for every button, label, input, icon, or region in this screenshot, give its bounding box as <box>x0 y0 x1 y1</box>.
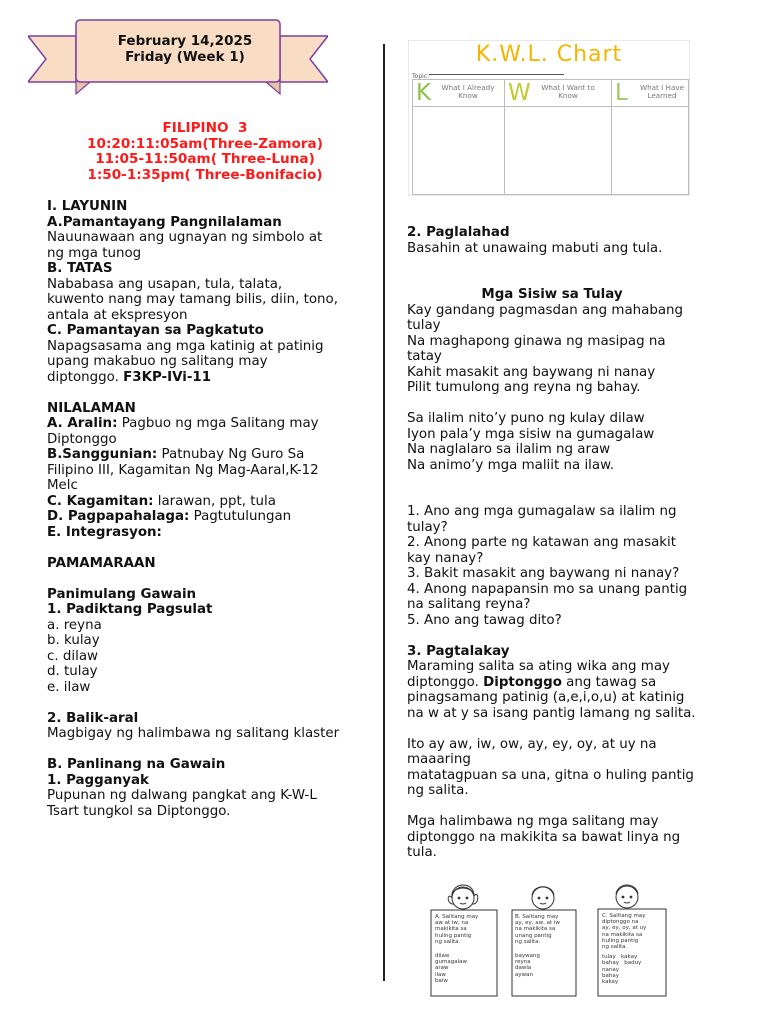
schedule-block <box>40 121 370 183</box>
sanggunian-line-2: Filipino III, Kagamitan Ng Mag-Aaral,K-12 <box>47 462 319 478</box>
question-line: 1. Ano ang mga gumagalaw sa ilalim ng <box>407 504 677 519</box>
list-item: b. kulay <box>47 633 100 648</box>
schedule-time-2: 11:05-11:50am( Three-Luna) <box>95 151 315 167</box>
kwl-column-w <box>505 80 612 194</box>
ito-line-4: ng salita. <box>407 783 469 798</box>
panlinang-heading: B. Panlinang na Gawain <box>47 757 226 772</box>
pagtalakay-line-2 <box>407 675 727 691</box>
aralin-line <box>47 416 377 432</box>
question-line: 3. Bakit masakit ang baywang ni nanay? <box>407 566 680 581</box>
kagamitan-label: C. Kagamitan: <box>47 493 154 509</box>
sanggunian-line-3: Melc <box>47 478 78 493</box>
tatas-line-2: kuwento nang may tamang bilis, diin, tono, <box>47 292 338 307</box>
pagtalakay-line-1: Maraming salita sa ating wika ang may <box>407 659 670 674</box>
poem-line: Na animo’y mga maliit na ilaw. <box>407 457 615 473</box>
pagganyak-heading: 1. Pagganyak <box>47 772 149 788</box>
pagkatuto-last: diptonggo. <box>47 369 119 385</box>
kwl-column-l <box>612 80 688 194</box>
schedule-time-1: 10:20:11:05am(Three-Zamora) <box>87 135 323 152</box>
poem-line: tatay <box>407 349 442 364</box>
nilalaman-heading: NILALAMAN <box>47 400 136 416</box>
kwl-sub-w: What I Want to Know <box>541 83 595 100</box>
question-line: 2. Anong parte ng katawan ang masakit <box>407 535 677 550</box>
ito-line-3: matatagpuan sa una, gitna o huling pantig <box>407 767 694 783</box>
kwl-sub-l: What I Have Learned <box>639 83 685 100</box>
pagtalakay-line-3: pinagsamang patinig (a,e,i,o,u) at katinig <box>407 690 685 705</box>
pagtalakay-line-4: na w at y sa isang pantig lamang ng salita. <box>407 705 696 721</box>
list-item: e. ilaw <box>47 679 91 695</box>
question-line: na salitang reyna? <box>407 597 531 612</box>
pamamaraan-heading: PAMAMARAAN <box>47 555 156 571</box>
tatas-heading: B. TATAS <box>47 261 113 276</box>
list-item: a. reyna <box>47 617 102 633</box>
poem-line: Kay gandang pagmasdan ang mahabang <box>407 302 684 318</box>
kids-holding-cards-illustration <box>420 876 680 1000</box>
card-c: C. Salitang may diptonggo na ay, ey, oy, at uy na makikita sa huling pantig ng salita. tulay kakay bahay baduy nanay bahay kakay <box>602 913 647 986</box>
pamantayang-line-2: ng mga tunog <box>47 245 142 261</box>
column-divider <box>383 44 385 981</box>
halimbawa-line-1: Mga halimbawa ng mga salitang may <box>407 814 659 829</box>
pamantayang-heading: A.Pamantayang Pangnilalaman <box>47 214 282 230</box>
kwl-letter-l: L <box>615 80 628 106</box>
banner-text <box>78 33 292 65</box>
kwl-letter-k: K <box>416 80 432 106</box>
kwl-sub-k: What I Already Know <box>441 83 495 100</box>
card-a: A. Salitang may aw at iw, na makikita sa huling pantig ng salita. dilaw gumagalaw araw ilaw baíw <box>435 914 479 984</box>
poem-line: Na naglalaro sa ilalim ng araw <box>407 442 611 457</box>
banner-day-week: Friday (Week 1) <box>125 49 245 65</box>
kwl-grid <box>412 79 689 195</box>
kagamitan-text: larawan, ppt, tula <box>153 493 276 509</box>
tatas-line-1: Nababasa ang usapan, tula, talata, <box>47 276 283 292</box>
sanggunian-line <box>47 447 377 463</box>
pagpapahalaga-text: Pagtutulungan <box>189 509 292 524</box>
kwl-chart-image <box>408 40 690 196</box>
list-item: c. dilaw <box>47 648 98 664</box>
poem-line: Kahit masakit ang baywang ni nanay <box>407 364 656 380</box>
ito-line-1: Ito ay aw, iw, ow, ay, ey, oy, at uy na <box>407 736 657 752</box>
kwl-topic-line <box>429 74 564 75</box>
left-column <box>47 199 377 819</box>
right-column <box>407 225 727 861</box>
question-line: kay nanay? <box>407 550 484 566</box>
tatas-line-3: antala at ekspresyon <box>47 307 188 323</box>
pagpapahalaga-label: D. Pagpapahalaga: <box>47 509 190 524</box>
pagkatuto-code: F3KP-IVi-11 <box>123 369 212 385</box>
sanggunian-label: B.Sanggunian: <box>47 447 158 462</box>
pagtalakay-l2a: diptonggo. <box>407 674 484 690</box>
sanggunian-text: Patnubay Ng Guro Sa <box>157 447 305 462</box>
integrasyon-label: E. Integrasyon: <box>47 524 162 540</box>
panimulang-heading: Panimulang Gawain <box>47 586 197 602</box>
kagamitan-line <box>47 494 377 510</box>
list-item: d. tulay <box>47 664 98 679</box>
paglalahad-heading: 2. Paglalahad <box>407 225 510 240</box>
kwl-column-k <box>413 80 505 194</box>
ito-line-2: maaaring <box>407 752 471 767</box>
balik-heading: 2. Balik-aral <box>47 710 139 726</box>
aralin-text: Pagbuo ng mga Salitang may <box>117 416 319 431</box>
kwl-title: K.W.L. Chart <box>475 42 623 67</box>
aralin-line-2: Diptonggo <box>47 431 117 447</box>
question-line: tulay? <box>407 519 448 535</box>
poem-line: Sa ilalim nito’y puno ng kulay dilaw <box>407 411 645 426</box>
schedule-time-3: 1:50-1:35pm( Three-Bonifacio) <box>87 166 323 183</box>
pagganyak-line-1: Pupunan ng dalwang pangkat ang K-W-L <box>47 788 317 803</box>
pagganyak-line-2: Tsart tungkol sa Diptonggo. <box>47 803 231 819</box>
diptonggo-term: Diptonggo <box>483 674 562 690</box>
pamantayang-line-1: Nauunawaan ang ugnayan ng simbolo at <box>47 230 323 245</box>
question-line: 5. Ano ang tawag dito? <box>407 612 562 628</box>
pagkatuto-heading: C. Pamantayan sa Pagkatuto <box>47 323 264 338</box>
pagtalakay-heading: 3. Pagtalakay <box>407 643 510 659</box>
padiktang-heading: 1. Padiktang Pagsulat <box>47 602 213 617</box>
subject-title: FILIPINO 3 <box>162 120 248 136</box>
poem-line: Pilit tumulong ang reyna ng bahay. <box>407 380 641 395</box>
banner-date: February 14,2025 <box>117 33 253 49</box>
aralin-label: A. Aralin: <box>47 416 118 431</box>
halimbawa-line-3: tula. <box>407 845 437 860</box>
poem-line: Iyon pala’y mga sisiw na gumagalaw <box>407 426 655 442</box>
pagkatuto-line-1: Napagsasama ang mga katinig at patinig <box>47 338 324 354</box>
pagkatuto-line-3 <box>47 370 377 386</box>
poem-line: Na maghapong ginawa ng masipag na <box>407 333 666 349</box>
pagtalakay-l2c: ang tawag sa <box>561 674 657 690</box>
layunin-heading: I. LAYUNIN <box>47 199 128 214</box>
kwl-letter-w: W <box>508 80 531 106</box>
pagkatuto-line-2: upang makabuo ng salitang may <box>47 354 268 369</box>
paglalahad-text: Basahin at unawaing mabuti ang tula. <box>407 240 663 256</box>
poem-line: tulay <box>407 318 441 333</box>
pagpapahalaga-line <box>47 509 377 525</box>
balik-text: Magbigay ng halimbawa ng salitang klaster <box>47 726 340 741</box>
poem-title: Mga Sisiw sa Tulay <box>481 287 623 302</box>
card-b: B. Salitang may ay, ey, aw, at iw na makikita sa unang pantig ng salita. baywang reyna dawía aywan <box>515 914 560 978</box>
halimbawa-line-2: diptonggo na makikita sa bawat linya ng <box>407 829 681 845</box>
question-line: 4. Anong napapansin mo sa unang pantig <box>407 581 688 597</box>
kwl-topic-label: Topic: <box>412 73 430 80</box>
